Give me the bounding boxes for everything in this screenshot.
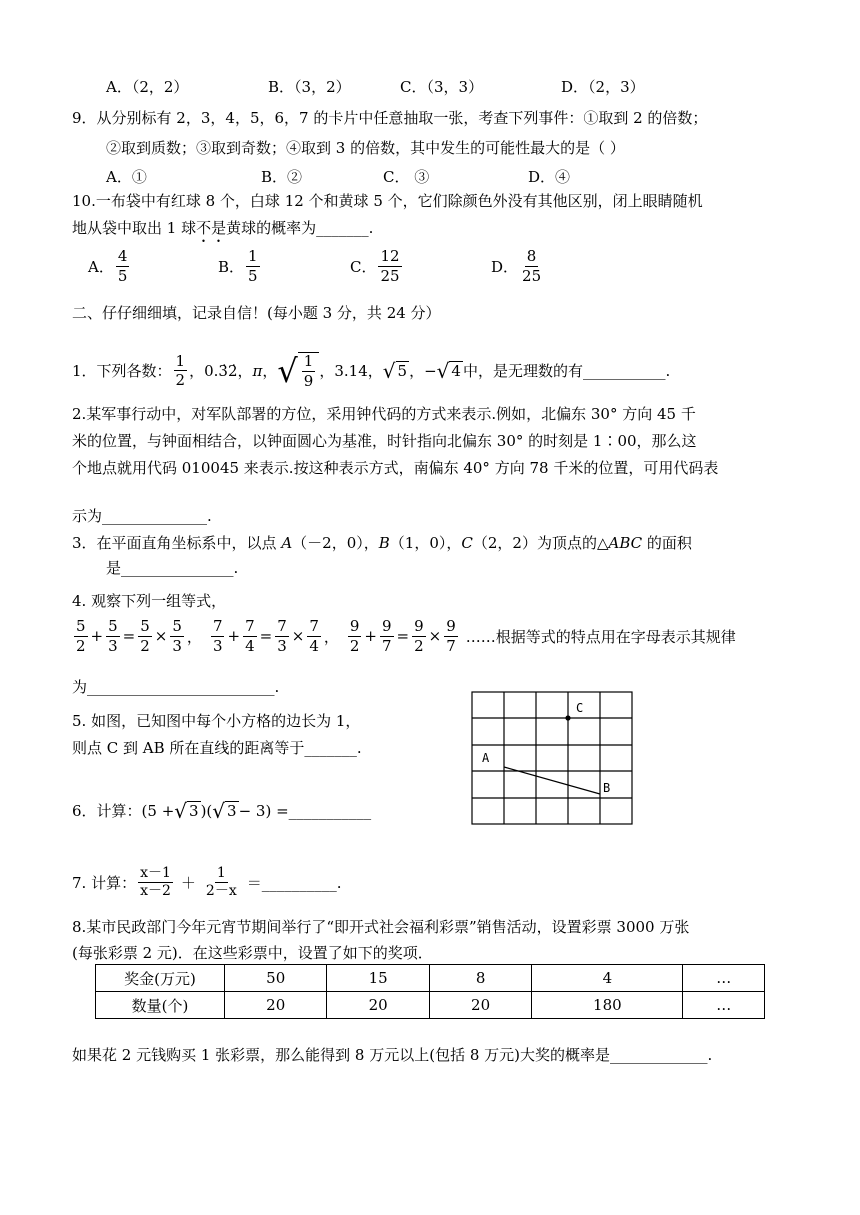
q8-option-d: D．（2，3） [561,78,645,96]
fraction: $\frac{7}{3}$ [212,617,223,655]
sep: ， [237,362,253,380]
sep: ， [409,362,425,380]
grid-figure [470,690,635,828]
fraction: $\frac{5}{2}$ [76,617,86,655]
neg-sqrt-4: − √ 4 [424,358,461,383]
sep: ， [319,362,335,380]
fraction: $\frac{5}{2}$ [140,617,150,655]
q9-option-d: D．④ [528,168,571,186]
f5-line1: 5. 如图，已知图中每个小方格的边长为 1， [72,712,361,730]
f6-line: 6．计算： (5 + √ 3 )( √ 3 − 3) = ___________ [72,798,372,823]
option-label: D． [491,257,519,276]
table-cell: 180 [532,992,683,1019]
sep: ， [262,362,278,380]
f6-prefix: 6．计算： [72,802,142,820]
option-label: C． [350,257,377,276]
fraction: $\frac{5}{3}$ [108,617,118,655]
fraction: $\frac{9}{7}$ [446,617,456,655]
f2-line1: 2.某军事行动中，对军队部署的方位，采用钟代码的方式来表示.例如，北偏东 30° 方向 45 千 [72,405,696,423]
table-row [96,965,765,992]
f2-line2: 米的位置，与钟面相结合，以钟面圆心为基准，时针指向北偏东 30° 的时刻是 1∶00，那么这 [72,432,697,450]
f1-suffix: 中，是无理数的有___________. [462,362,671,380]
fraction-2: $\frac{1}{2-x}$ [205,865,237,900]
f4-equation: $\frac{7}{3}$ + $\frac{7}{4}$ = $\frac{7}{3}$ × $\frac{7}{4}$ ， [212,617,339,655]
table-cell: 4 [532,965,683,992]
label-a: A [482,751,490,765]
f1-prefix: 1．下列各数： [72,362,172,380]
q10-option-c [350,248,404,284]
fraction: $\frac{1}{5}$ [248,247,258,285]
table-cell: 20 [429,992,531,1019]
table-cell: 8 [429,965,531,992]
f3-line2: 是_______________. [106,559,239,577]
q10-option-a [88,248,131,284]
q9-option-b: B．② [261,168,303,186]
table-cell: 15 [327,965,429,992]
section2-heading: 二、仔仔细细填，记录自信！(每小题 3 分，共 24 分） [72,304,441,322]
f4-eq-suffix: ……根据等式的特点用在字母表示其规律 [465,627,736,646]
f8-line2: (每张彩票 2 元)．在这些彩票中，设置了如下的奖项． [72,944,433,962]
q9-option-a: A．① [106,168,147,186]
pi-symbol: π [252,361,263,380]
f4-line1: 4. 观察下列一组等式， [72,592,227,610]
sep: ， [189,362,205,380]
f7-prefix: 7. 计算： [72,874,137,893]
q10-line2-post: 黄球的概率为_______. [226,219,374,237]
fraction: $\frac{5}{3}$ [172,617,182,655]
f2-line4: 示为______________. [72,507,212,525]
sqrt-one-ninth: √ $\frac{1}{9}$ [277,352,319,389]
fraction: $\frac{9}{2}$ [414,617,424,655]
prize-table [95,964,765,1019]
q10-line2 [72,217,373,246]
fraction: $\frac{7}{3}$ [277,617,287,655]
point-c [565,715,570,720]
f2-line3: 个地点就用代码 010045 来表示.按这种表示方式，南偏东 40° 方向 78 千米的位置，可用代码表 [72,459,719,477]
f4-equations [72,618,736,654]
q10-line1: 10.一布袋中有红球 8 个，白球 12 个和黄球 5 个，它们除颜色外没有其他区别，闭上眼睛随机 [72,192,703,210]
q10-line2-pre: 地从袋中取出 1 球 [72,219,197,237]
table-cell: … [683,992,765,1019]
q8-option-c: C．（3，3） [400,78,484,96]
q10-emphasis: 不是 [196,219,227,237]
option-label: A． [88,257,114,276]
sqrt-5: √ 5 [382,358,408,383]
fraction: $\frac{7}{4}$ [309,617,319,655]
table-row [96,992,765,1019]
value-3-14: 3.14 [334,361,368,380]
q9-option-c: C． ③ [383,168,430,186]
fraction: $\frac{9}{2}$ [349,617,360,655]
label-b: B [603,781,611,795]
f4-line3: 为_________________________. [72,678,280,696]
option-label: B． [218,257,245,276]
f4-equation: $\frac{5}{2}$ + $\frac{5}{3}$ = $\frac{5}{2}$ × $\frac{5}{3}$ ， [76,617,202,655]
f4-equation: $\frac{9}{2}$ + $\frac{9}{7}$ = $\frac{9}{2}$ × $\frac{9}{7}$ [349,617,456,655]
table-cell: … [683,965,765,992]
q9-line2: ②取到质数；③取到奇数；④取到 3 的倍数，其中发生的可能性最大的是（ ） [106,139,625,157]
f5-line2: 则点 C 到 AB 所在直线的距离等于_______. [72,739,362,757]
q10-option-b [218,248,262,284]
fraction-1: $\frac{x-1}{x-2}$ [140,865,171,900]
f6-blank: ___________ [288,801,372,820]
fraction: $\frac{9}{7}$ [382,617,392,655]
table-cell: 奖金(万元) [96,965,225,992]
f3-line1: 3．在平面直角坐标系中，以点 A（－2，0），B（1，0），C（2，2）为顶点的△ABC 的面积 [72,534,692,552]
fraction: $\frac{12}{25}$ [380,247,400,285]
f8-line1: 8.某市民政部门今年元宵节期间举行了“即开式社会福利彩票”销售活动，设置彩票 3000 万张 [72,918,690,936]
q8-option-b: B．（3，2） [268,78,351,96]
f1-line [72,352,670,389]
f7-line: 7. 计算： $\frac{x-1}{x-2}$ ＋ $\frac{1}{2-x}$ ＝__________. [72,865,342,900]
fraction-half: $\frac{1}{2}$ [175,351,186,389]
repeating-decimal: 0.3̇2̇ [204,361,238,380]
q8-option-a: A．（2，2） [106,78,189,96]
fraction: $\frac{4}{5}$ [117,247,128,285]
table-cell: 20 [225,992,327,1019]
table-cell: 50 [225,965,327,992]
fraction: $\frac{8}{25}$ [522,247,542,285]
sep: ， [367,362,383,380]
f8-line3: 如果花 2 元钱购买 1 张彩票，那么能得到 8 万元以上(包括 8 万元)大奖的概率是_____________. [72,1046,713,1064]
grid-lines [472,692,632,824]
label-c: C [576,701,584,715]
table-cell: 20 [327,992,429,1019]
table-cell: 数量(个) [96,992,225,1019]
q10-option-d [491,248,545,284]
q9-line1: 9．从分别标有 2，3，4，5，6，7 的卡片中任意抽取一张，考查下列事件：①取到 2 的倍数； [72,109,708,127]
fraction: $\frac{7}{4}$ [245,617,255,655]
